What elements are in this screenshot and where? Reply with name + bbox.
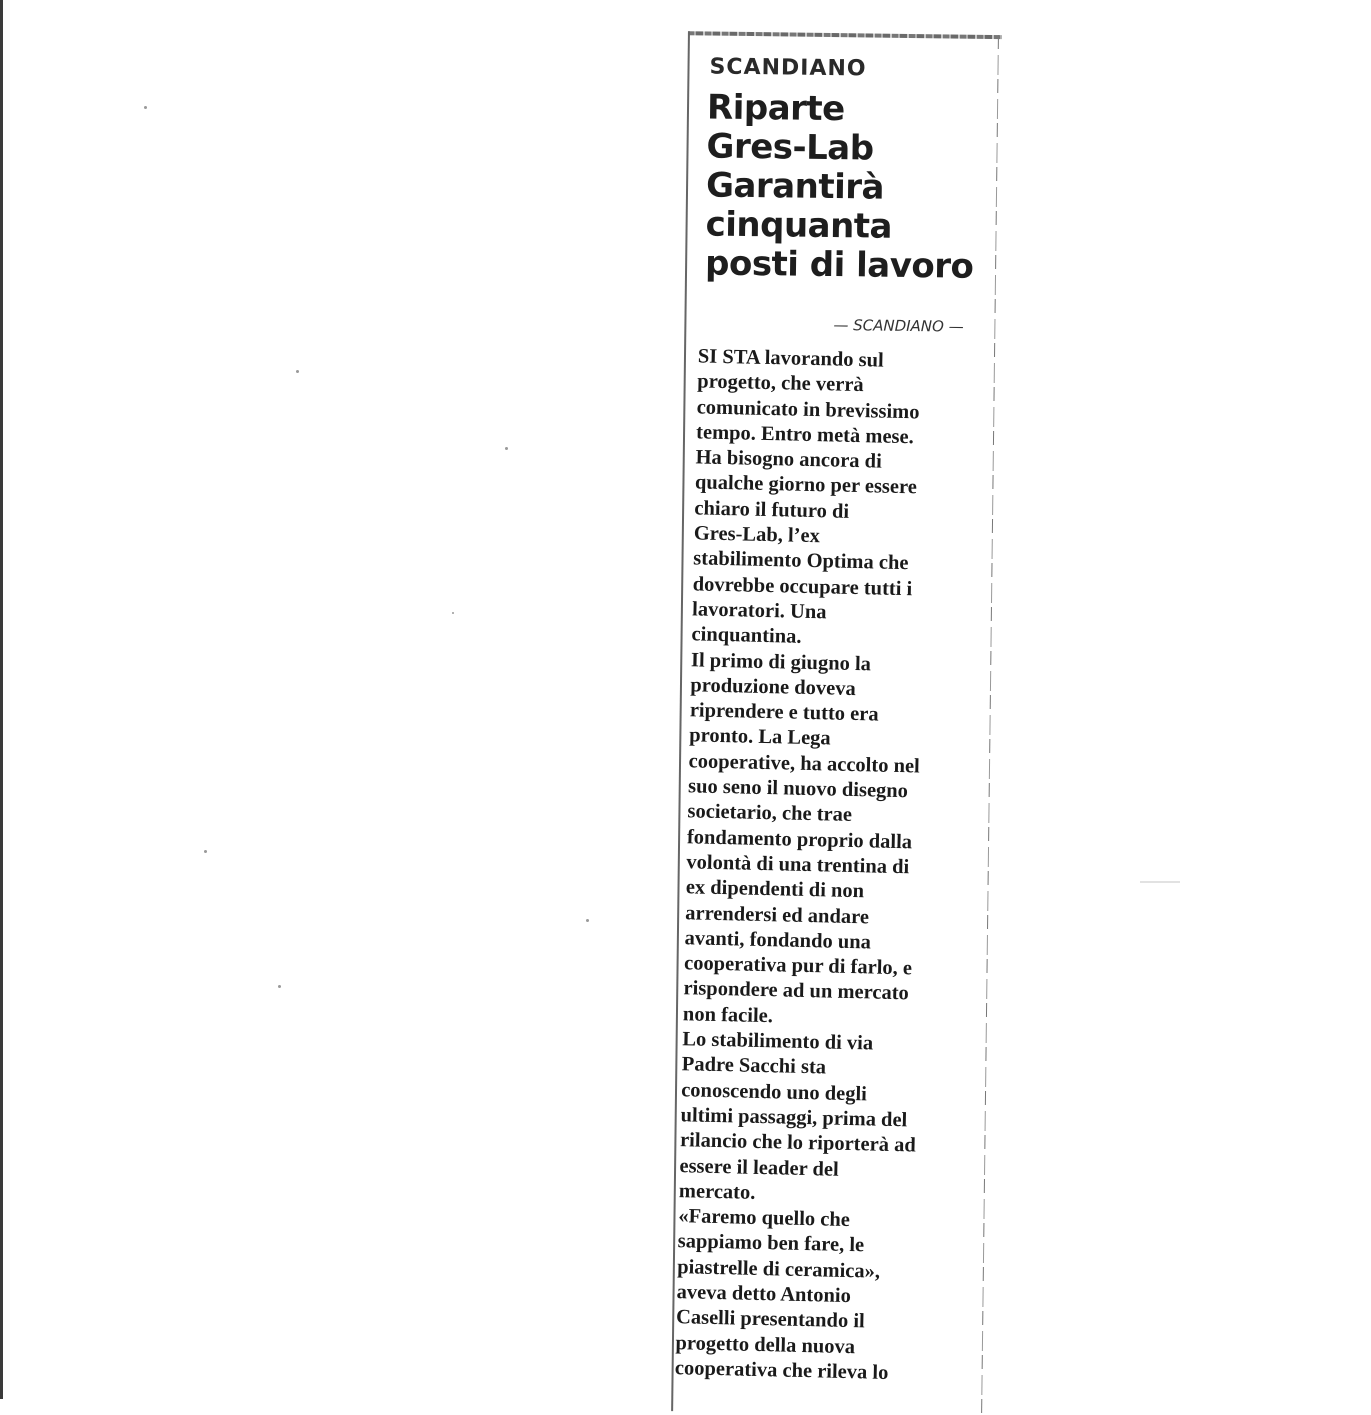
body-line: Lo stabilimento di via [682, 1028, 874, 1055]
scan-mark [1140, 881, 1180, 883]
body-line: «Faremo quello che [678, 1205, 851, 1232]
headline-line: Garantirà [705, 165, 885, 208]
body-line: piastrelle di ceramica», [676, 1255, 881, 1283]
body-line: pronto. La Lega [689, 724, 831, 750]
scan-speck [452, 612, 454, 614]
scan-speck [586, 919, 589, 922]
body-line: avanti, fondando una [684, 927, 872, 954]
body-line: ex dipendenti di non [685, 876, 865, 903]
body-line: cooperative, ha accolto nel [688, 750, 921, 778]
scan-speck [296, 370, 299, 373]
body-line: Gres-Lab, l’ex [693, 522, 821, 548]
body-line: progetto, che verrà [697, 370, 864, 397]
headline-line: Gres-Lab [706, 126, 874, 169]
body-line: volontà di una trentina di [686, 851, 910, 879]
body-line: non facile. [682, 1002, 774, 1027]
newspaper-clipping [655, 28, 1002, 1412]
clipping-top-rule [688, 31, 1002, 39]
article-dateline: — SCANDIANO — [833, 316, 964, 336]
scan-speck [204, 850, 207, 853]
body-line: rispondere ad un mercato [683, 977, 910, 1005]
body-line: ultimi passaggi, prima del [680, 1104, 908, 1132]
body-line: aveva detto Antonio [676, 1281, 852, 1308]
body-line: stabilimento Optima che [693, 547, 909, 575]
body-line: conoscendo uno degli [680, 1078, 868, 1106]
body-line: comunicato in brevissimo [696, 395, 920, 424]
body-line: essere il leader del [679, 1154, 839, 1181]
body-line: Padre Sacchi sta [681, 1053, 827, 1079]
body-line: progetto della nuova [675, 1331, 856, 1358]
headline-line: posti di lavoro [704, 243, 974, 287]
body-line: fondamento proprio dalla [686, 825, 913, 854]
body-line: SI STA lavorando sul [697, 345, 884, 372]
body-line: lavoratori. Una [691, 598, 827, 624]
body-line: produzione doveva [690, 674, 856, 700]
body-line: Caselli presentando il [675, 1306, 865, 1333]
body-line: suo seno il nuovo disegno [687, 775, 909, 803]
body-line: societario, che trae [687, 800, 853, 827]
article-headline [705, 88, 976, 286]
body-line: dovrebbe occupare tutti i [692, 573, 913, 600]
body-line: riprendere e tutto era [689, 699, 879, 726]
body-line: cooperativa che rileva lo [674, 1357, 889, 1384]
body-line: chiaro il futuro di [694, 497, 850, 523]
body-line: arrendersi ed andare [685, 901, 870, 928]
clipping-right-rule [981, 35, 999, 1415]
body-line: Ha bisogno ancora di [695, 446, 883, 473]
body-line: rilancio che lo riporterà ad [679, 1129, 916, 1157]
body-line: cinquantina. [691, 623, 802, 649]
headline-line: cinquanta [705, 204, 893, 247]
body-line: tempo. Entro metà mese. [695, 421, 915, 449]
body-line: qualche giorno per essere [694, 471, 918, 499]
section-label: SCANDIANO [709, 54, 867, 82]
body-line: mercato. [678, 1179, 756, 1204]
scan-speck [505, 447, 508, 450]
article-body [675, 344, 963, 1387]
body-line: Il primo di giugno la [690, 648, 872, 675]
scan-speck [144, 106, 147, 109]
body-line: sappiamo ben fare, le [677, 1230, 865, 1257]
body-line: cooperativa pur di farlo, e [683, 952, 913, 980]
page-left-edge [0, 0, 3, 1399]
scan-speck [278, 985, 281, 988]
headline-line: Riparte [706, 87, 845, 130]
